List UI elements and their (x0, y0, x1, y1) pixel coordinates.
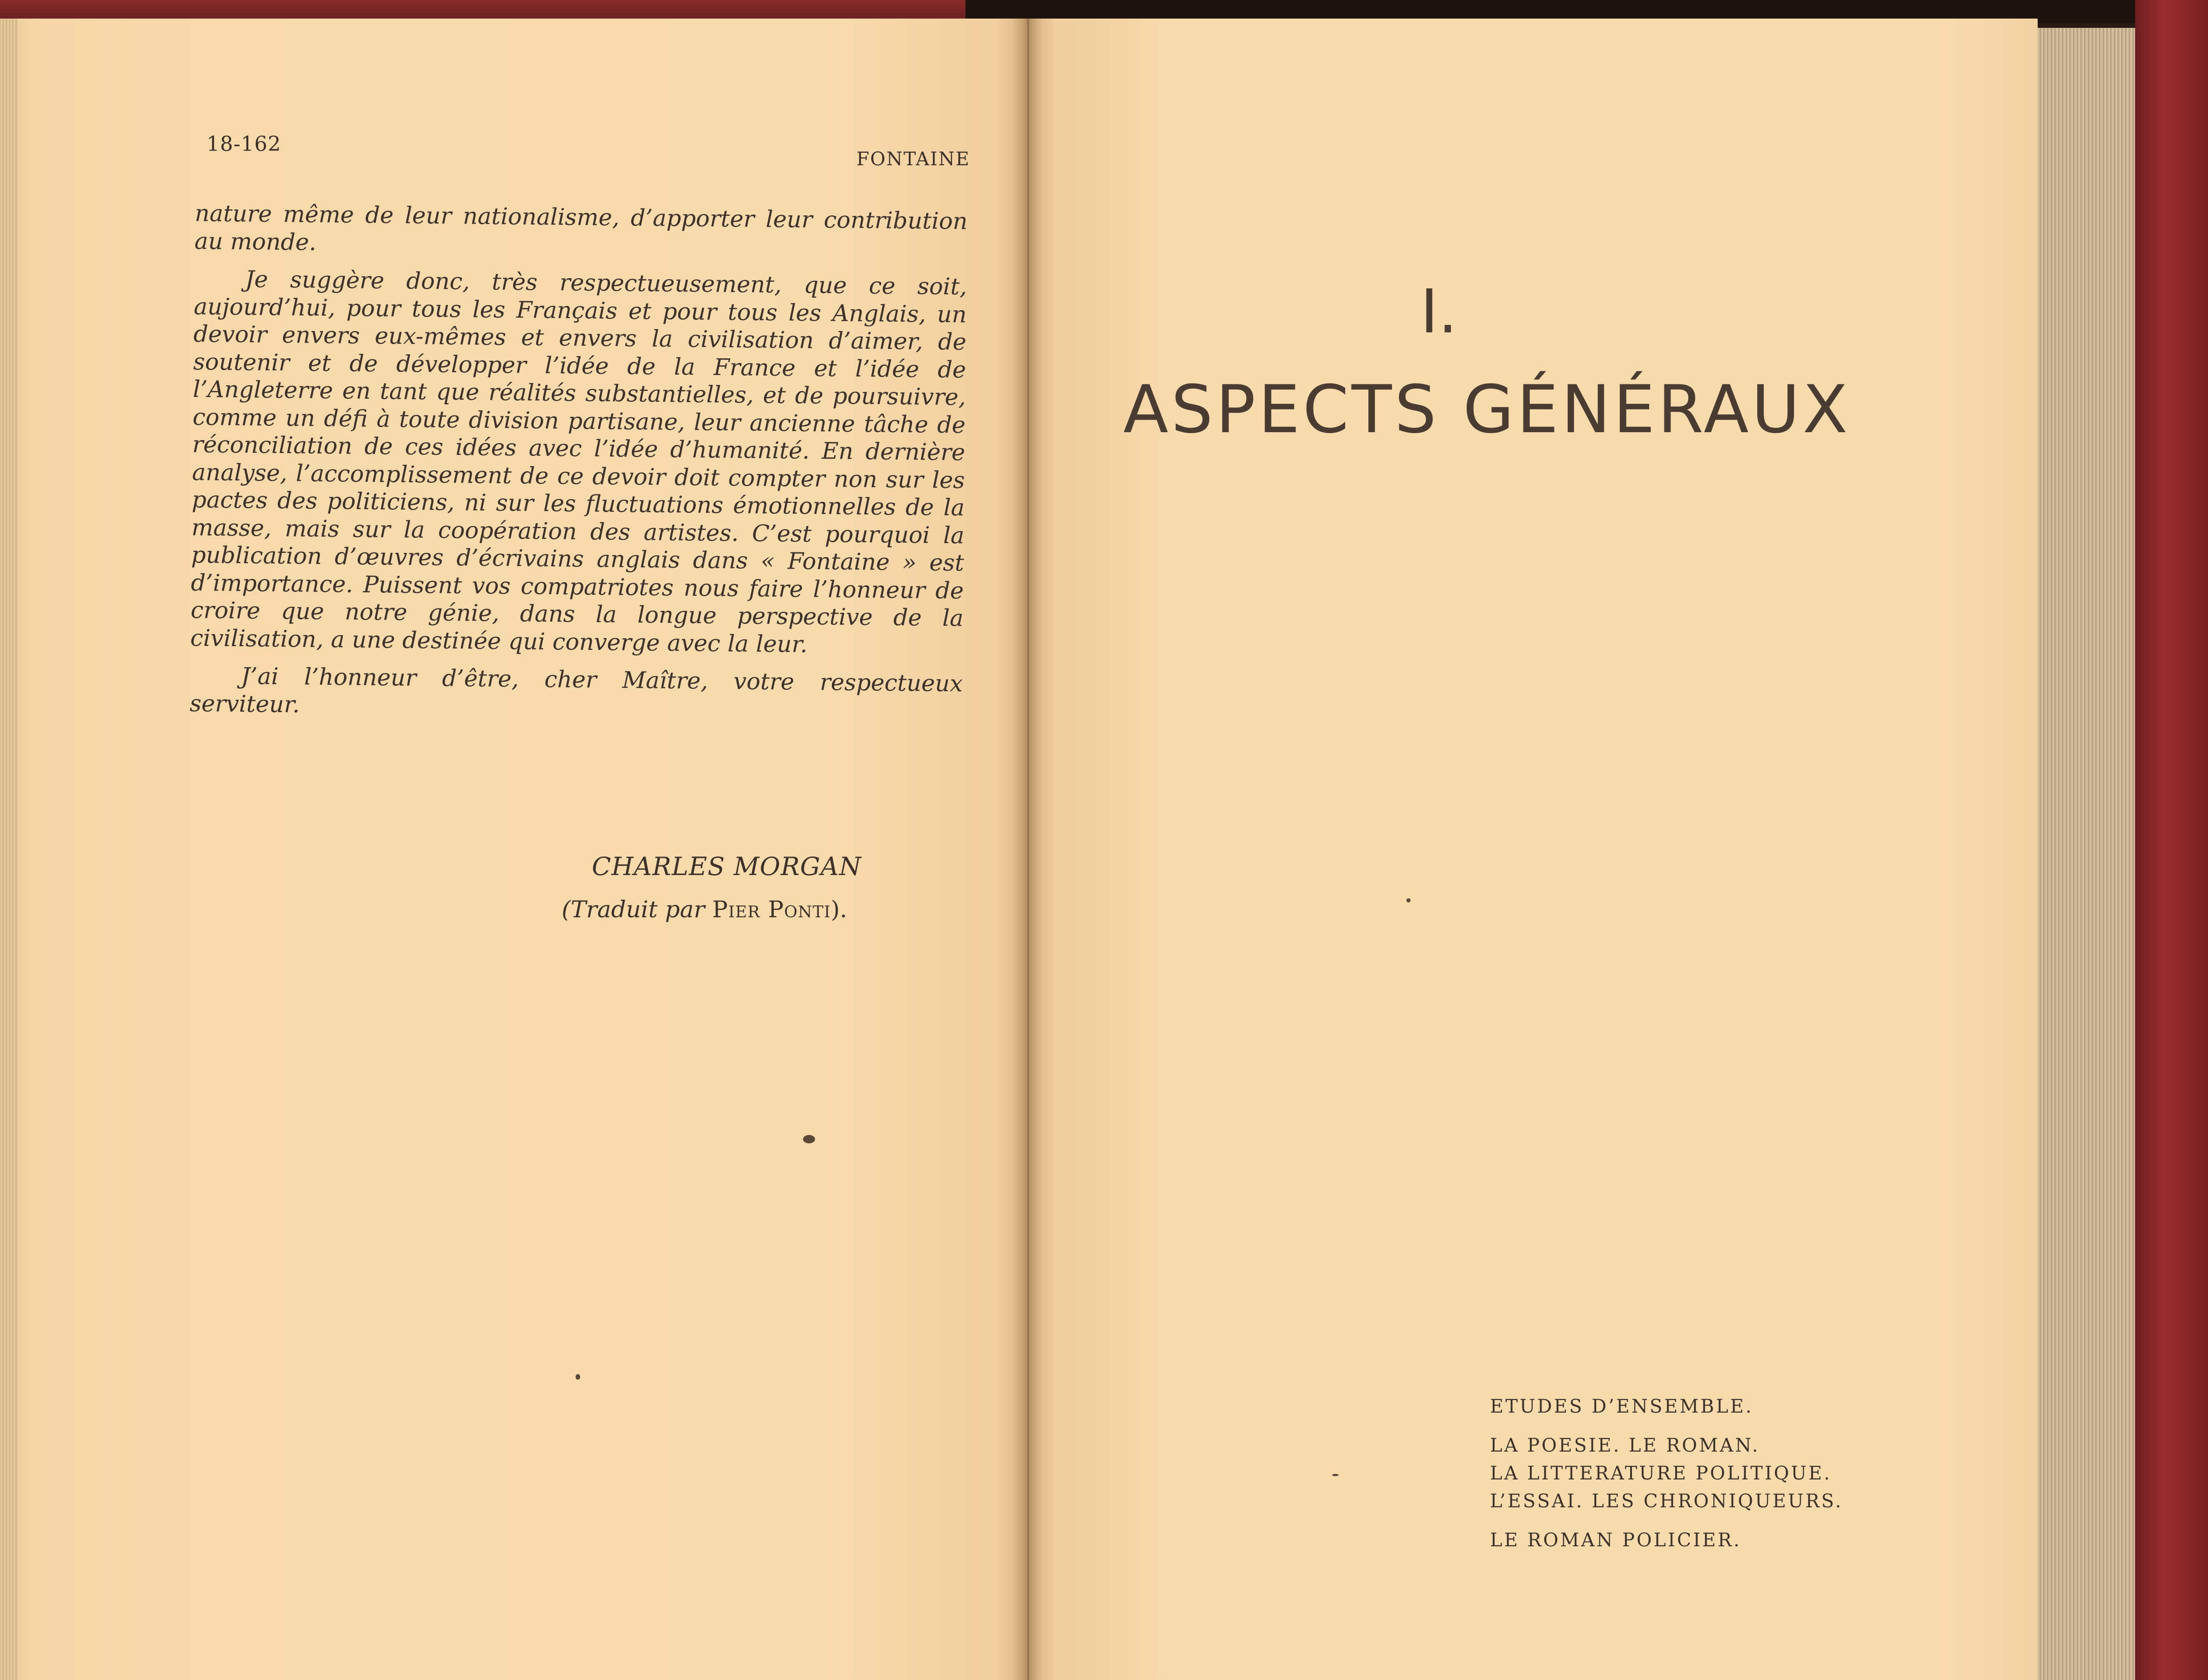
book-cover-right (2135, 0, 2208, 1680)
contents-item: LA POESIE. LE ROMAN. (1490, 1435, 1760, 1456)
contents-item: ETUDES D’ENSEMBLE. (1490, 1396, 1754, 1417)
contents-item: LA LITTERATURE POLITIQUE. (1490, 1463, 1832, 1484)
translator-credit (562, 896, 847, 923)
right-page-edges (2038, 28, 2135, 1680)
paper-speck (1406, 898, 1411, 902)
running-title: FONTAINE (856, 149, 970, 170)
paragraph-1: nature même de leur nationalisme, d’apporter leur contribution au monde. (194, 200, 968, 256)
book-gutter (1012, 19, 1044, 1680)
translator-name: Pier Ponti (712, 896, 831, 923)
part-number: I. (1420, 276, 1457, 347)
paragraph-2: Je suggère donc, très respectueusement, que ce soit, aujourd’hui, pour tous les Français et pour tous les Anglais, un devoir envers eux-mêmes et envers la civilisation d’aimer, de soutenir et de développer l’idée de la France et l’idée de l’Angleterre en tant que réalités substantielles, et de poursuivre, comme un défi à toute division partisane, leur ancienne tâche de réconciliation de ces idées avec l’idée d’humanité. En dernière analyse, l’accomplissement de ce devoir doit compter non sur les pactes des politiciens, ni sur les fluctuations émotionnelles de la masse, mais sur la coopération des artistes. C’est pourquoi la publication d’œuvres d’écrivains anglais dans « Fontaine » est d’importance. Puissent vos compatriotes nous faire l’honneur de croire que notre génie, dans la longue perspective de la civilisation, a une destinée qui converge avec la leur. (190, 266, 967, 658)
paper-speck (803, 1135, 815, 1143)
paper-speck (1332, 1474, 1339, 1476)
translator-suffix: ). (830, 896, 848, 923)
page-folio: 18-162 (207, 132, 281, 156)
paper-speck (576, 1374, 580, 1380)
section-contents (1490, 1393, 1843, 1554)
translator-prefix: (Traduit par (562, 896, 705, 923)
paragraph-3: J’ai l’honneur d’être, cher Maître, votre respectueux serviteur. (189, 662, 963, 718)
contents-item: LE ROMAN POLICIER. (1490, 1530, 1742, 1551)
left-page-edges (0, 19, 19, 1680)
signature: CHARLES MORGAN (592, 852, 862, 881)
part-title: ASPECTS GÉNÉRAUX (1123, 371, 1851, 448)
contents-item: L’ESSAI. LES CHRONIQUEURS. (1490, 1491, 1843, 1512)
letter-body (189, 200, 968, 725)
